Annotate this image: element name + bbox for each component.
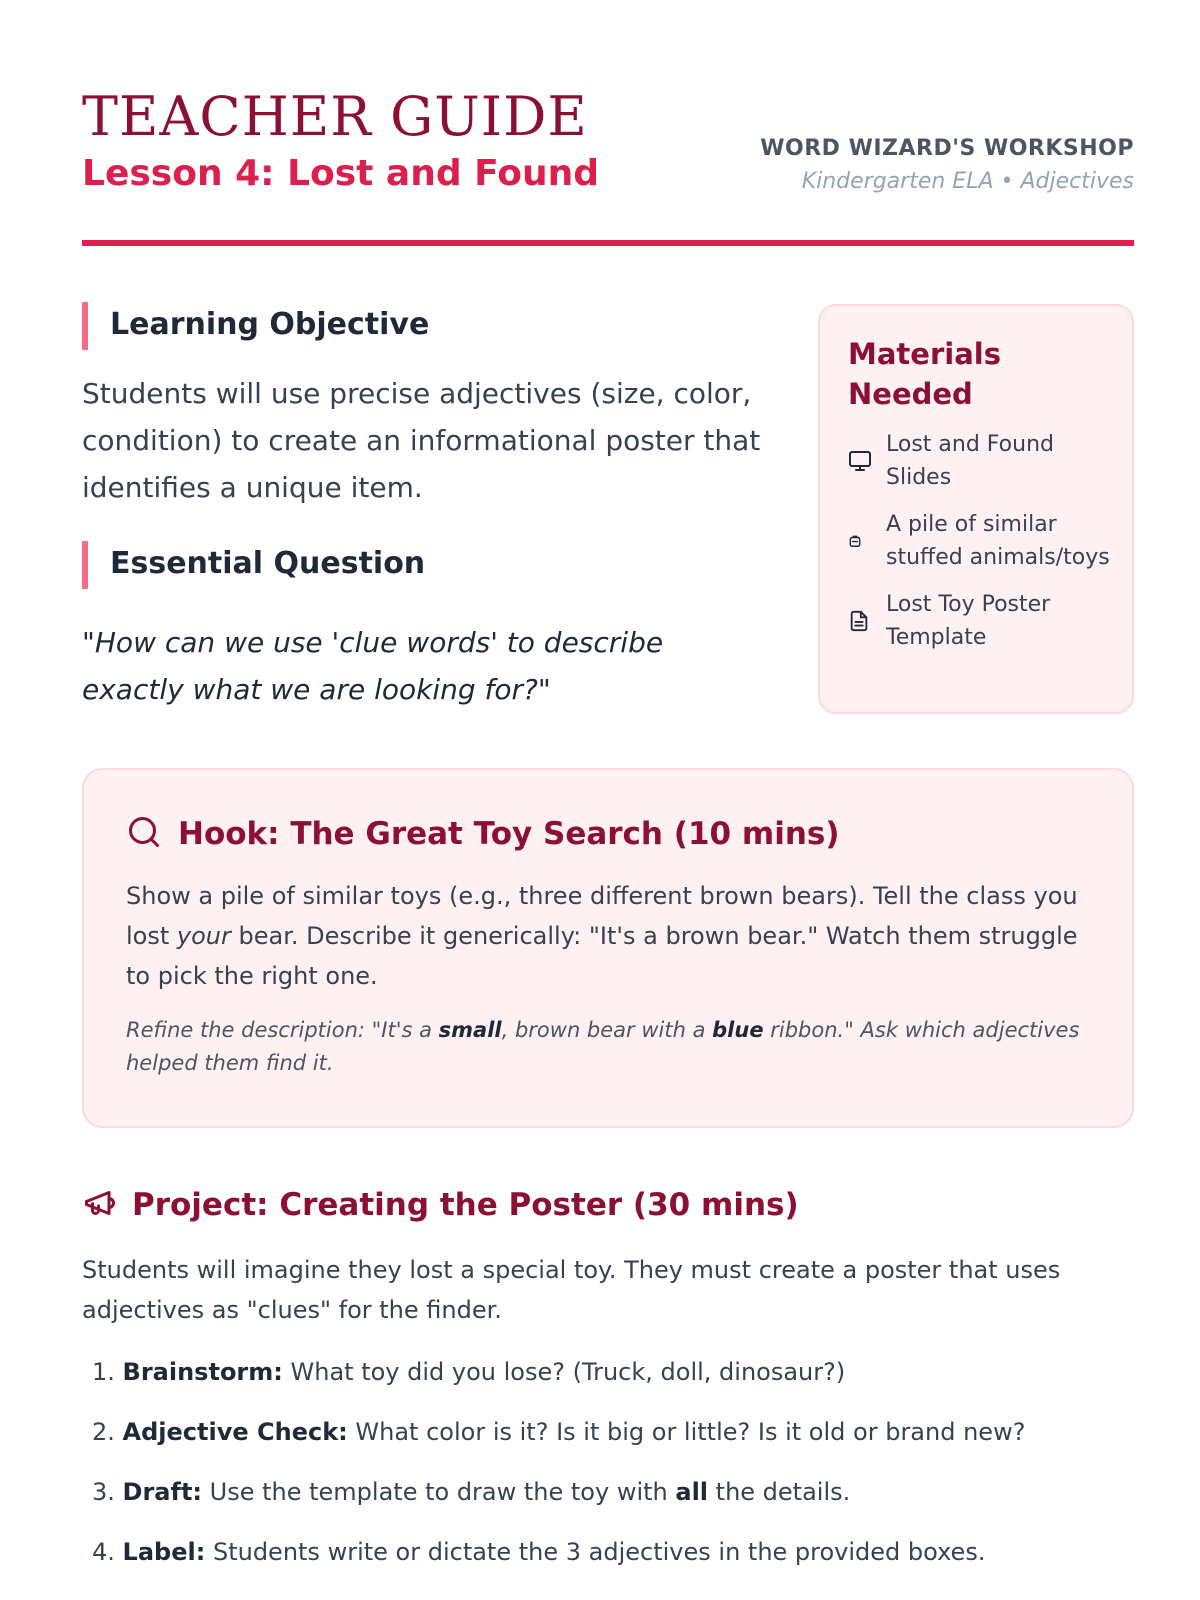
accent-bar [82, 541, 88, 589]
lesson-title: Lesson 4: Lost and Found [82, 153, 600, 194]
step-number: 1. [92, 1358, 115, 1386]
materials-heading: Materials Needed [848, 337, 1001, 411]
objective-heading-block [82, 302, 762, 350]
brand-block [760, 134, 1134, 198]
header-divider [82, 240, 1134, 246]
hook-body [126, 876, 1092, 996]
step-label: Adjective Check: [122, 1418, 348, 1446]
hook-body-text: bear. Describe it generically: "It's a brown bear." Watch them struggle to pick the right one. [126, 922, 1078, 990]
step-text: Use the template to draw the toy with [202, 1478, 676, 1506]
monitor-icon [848, 449, 876, 473]
step-label: Draft: [122, 1478, 203, 1506]
step-number: 3. [92, 1478, 115, 1506]
hook-note-text: ribbon." Ask which adjectives helped them find it. [126, 1018, 1080, 1075]
step-text: What color is it? Is it big or little? Is it old or brand new? [347, 1418, 1026, 1446]
search-icon [126, 814, 162, 854]
essential-question-heading-block [82, 541, 762, 589]
materials-item-label: Lost and Found Slides [886, 432, 1054, 490]
guide-title: TEACHER GUIDE [82, 85, 588, 148]
step-item [92, 1354, 1134, 1390]
materials-item-label: Lost Toy Poster Template [886, 592, 1051, 650]
hook-heading-block [126, 810, 1092, 858]
essential-question-heading: Essential Question [110, 546, 426, 581]
project-steps [82, 1354, 1134, 1570]
backpack-icon [848, 534, 876, 548]
hook-body-emphasis: your [176, 922, 231, 950]
objective-column [82, 302, 762, 713]
step-label: Label: [122, 1538, 206, 1566]
project-intro: Students will imagine they lost a special toy. They must create a poster that uses adjectives as "clues" for the finder. [82, 1256, 1061, 1324]
step-number: 4. [92, 1538, 115, 1566]
step-text: What toy did you lose? (Truck, doll, dinosaur?) [282, 1358, 846, 1386]
project-section [82, 1180, 1134, 1594]
step-item [92, 1474, 1134, 1510]
step-item [92, 1534, 1134, 1570]
objective-text: Students will use precise adjectives (size, color, condition) to create an informational poster that identifies a unique item. [82, 377, 761, 504]
essential-question-text: "How can we use 'clue words' to describe exactly what we are looking for?" [82, 626, 664, 706]
materials-card [818, 304, 1134, 714]
hook-heading: Hook: The Great Toy Search (10 mins) [178, 816, 840, 852]
hook-note-bold: blue [712, 1018, 764, 1042]
step-label: Brainstorm: [122, 1358, 283, 1386]
hook-card [82, 768, 1134, 1128]
step-number: 2. [92, 1418, 115, 1446]
hook-body-text: Show a pile of similar toys (e.g., three different brown bears). Tell the class you lost [126, 882, 1078, 950]
teacher-guide-page [82, 0, 1134, 1600]
materials-item [848, 588, 1112, 654]
materials-item [848, 428, 1112, 494]
header [82, 86, 1134, 244]
accent-bar [82, 302, 88, 350]
hook-note-text: Refine the description: "It's a [126, 1018, 439, 1042]
hook-note-bold: small [438, 1018, 502, 1042]
brand-name: WORD WIZARD'S WORKSHOP [760, 136, 1134, 161]
file-text-icon [848, 610, 876, 632]
step-bold: all [675, 1478, 709, 1506]
megaphone-icon [82, 1185, 118, 1225]
project-heading: Project: Creating the Poster (30 mins) [132, 1187, 799, 1223]
hook-note [126, 1014, 1092, 1080]
materials-item-label: A pile of similar stuffed animals/toys [886, 512, 1110, 570]
step-text: the details. [708, 1478, 851, 1506]
project-heading-block [82, 1180, 1134, 1230]
hook-note-text: , brown bear with a [501, 1018, 713, 1042]
brand-subtitle: Kindergarten ELA • Adjectives [801, 169, 1134, 194]
objective-heading: Learning Objective [110, 307, 430, 342]
step-text: Students write or dictate the 3 adjectives in the provided boxes. [205, 1538, 986, 1566]
materials-item [848, 508, 1112, 574]
step-item [92, 1414, 1134, 1450]
